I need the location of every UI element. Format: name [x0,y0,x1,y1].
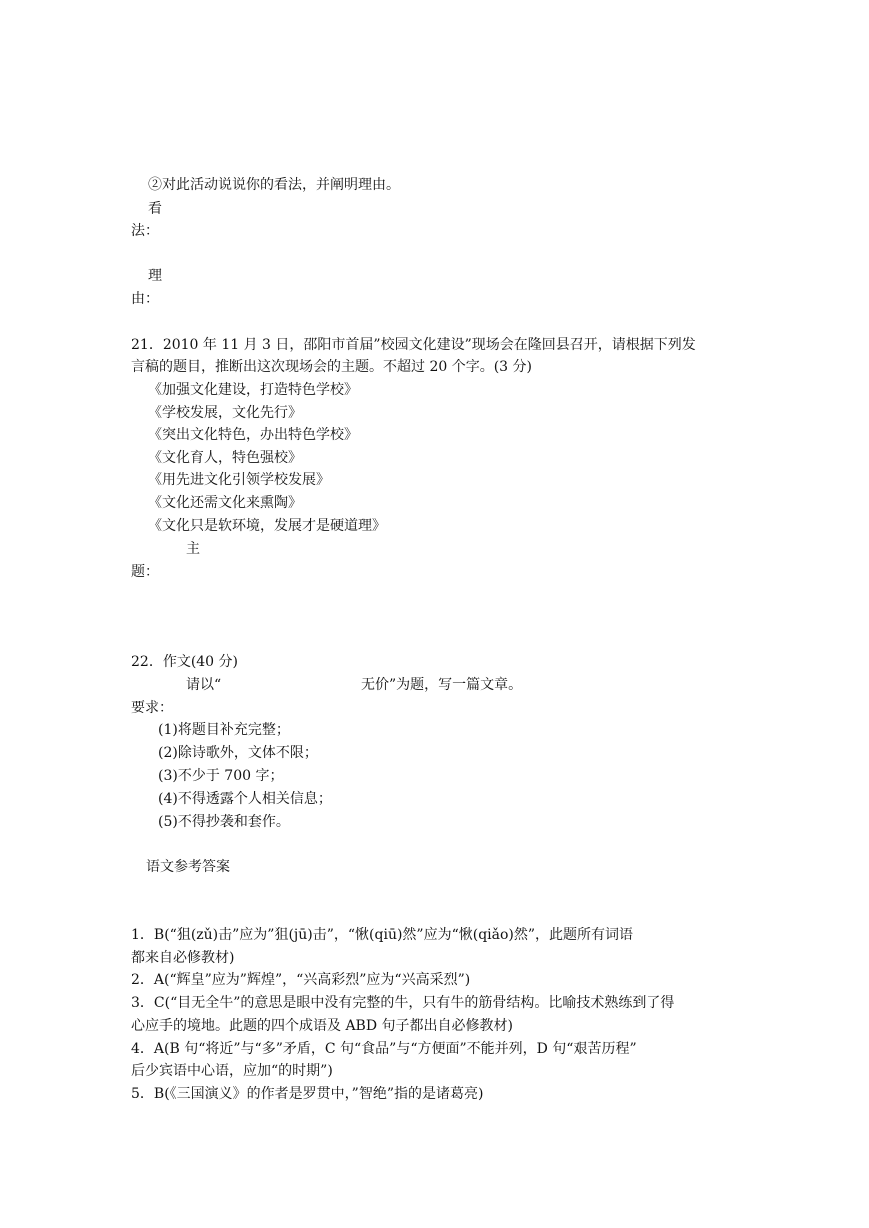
q22-req-label: 要求： [131,700,173,716]
q21-ti: 题： [131,564,159,580]
q22-req-5: (5)不得抄袭和套作。 [158,814,290,830]
q21-title-6: 《文化还需文化来熏陶》 [148,495,302,511]
q20-you: 由： [131,291,159,307]
q21-zhu: 主 [186,541,200,557]
q22-prompt-left: 请以“ [186,677,222,693]
q22-req-1: (1)将题目补充完整； [158,722,290,738]
answer-3-line1: 3．C(“目无全牛”的意思是眼中没有完整的牛，只有牛的筋骨结构。比喻技术熟练到了得 [131,995,675,1011]
answer-4-line2: 后少宾语中心语，应加“的时期”) [131,1063,333,1079]
q20-kan: 看 [148,201,162,217]
q20-fa: 法： [131,223,159,239]
answers-title: 语文参考答案 [146,859,230,875]
q21-line1: 21．2010 年 11 月 3 日，邵阳市首届”校园文化建设”现场会在隆回县召开，请根据下列发 [131,337,696,353]
q21-title-3: 《突出文化特色，办出特色学校》 [148,427,358,443]
q22-heading: 22．作文(40 分) [131,654,239,670]
q20-li: 理 [148,268,162,284]
q22-req-3: (3)不少于 700 字； [158,768,284,784]
answer-4-line1: 4．A(B 句“将近”与“多”矛盾，C 句“食品”与“方便面”不能并列，D 句“艰苦历程” [131,1041,637,1057]
q21-title-2: 《学校发展，文化先行》 [148,405,302,421]
q22-req-4: (4)不得透露个人相关信息； [158,791,332,807]
q22-prompt-right: 无价”为题，写一篇文章。 [361,677,523,693]
answer-5: 5．B(《三国演义》的作者是罗贯中，”智绝”指的是诸葛亮) [131,1086,484,1102]
q21-title-7: 《文化只是软环境，发展才是硬道理》 [148,518,386,534]
answer-1-line2: 都来自必修教材) [131,950,235,966]
q20-sub2: ②对此活动说说你的看法，并阐明理由。 [148,177,400,193]
q21-line2: 言稿的题目，推断出这次现场会的主题。不超过 20 个字。(3 分) [131,359,532,375]
q21-title-1: 《加强文化建设，打造特色学校》 [148,382,358,398]
q21-title-5: 《用先进文化引领学校发展》 [148,472,330,488]
answer-3-line2: 心应手的境地。此题的四个成语及 ABD 句子都出自必修教材) [131,1018,513,1034]
answer-2: 2．A(“辉皇”应为”辉煌”，“兴高彩烈”应为“兴高采烈”) [131,972,471,988]
q21-title-4: 《文化育人，特色强校》 [148,450,302,466]
answer-1-line1: 1．B(“狙(zǔ)击”应为”狙(jū)击”，“愀(qiū)然”应为“愀(qiǎo)然”，此题所有词语 [131,927,634,943]
q22-req-2: (2)除诗歌外，文体不限； [158,745,318,761]
